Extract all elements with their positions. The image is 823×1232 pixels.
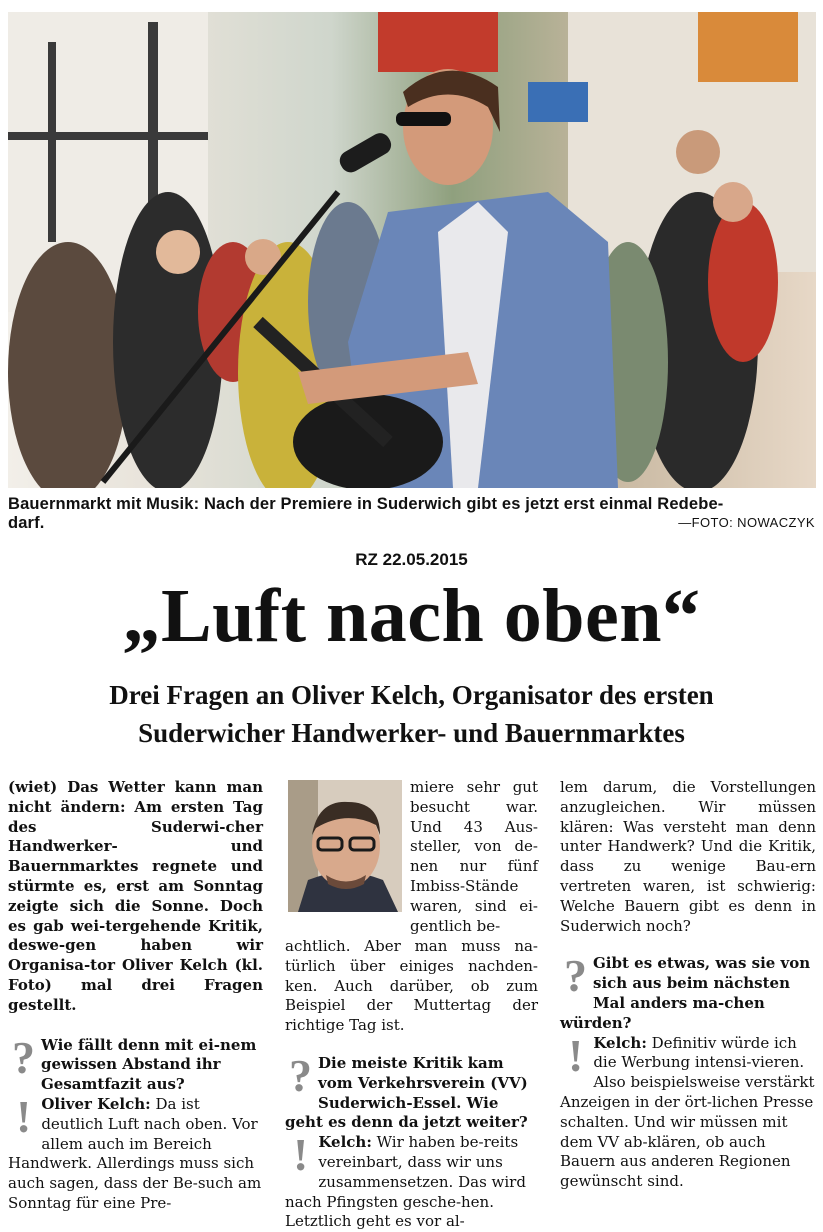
column-2 <box>285 937 538 1232</box>
main-photo <box>8 12 816 488</box>
photo-credit: —FOTO: NOWACZYK <box>678 515 815 530</box>
answer-3-text: Definitiv würde ich die Werbung intensi-vieren. Also beispielsweise verstärkt Anzeigen in der ört-lichen Presse schalten. Und wir müssen mit dem VV ab-klären, ob auch Bauern aus anderen Regionen gewünscht sind. <box>560 1033 815 1191</box>
caption-text: Bauernmarkt mit Musik: Nach der Premiere in Suderwich gibt es jetzt erst einmal Redebe- darf. <box>8 495 724 532</box>
question-2 <box>285 1049 538 1133</box>
answer-2-speaker: Kelch: <box>318 1133 372 1152</box>
question-2-text: Die meiste Kritik kam vom Verkehrsverein (VV) Suderwich-Essel. Wie geht es denn da jetzt weiter? <box>285 1053 528 1132</box>
exclamation-mark-icon: ! <box>293 1129 309 1181</box>
subhead-line-1: Drei Fragen an Oliver Kelch, Organisator des ersten <box>109 680 714 710</box>
answer-2-text: Wir haben be-reits vereinbart, dass wir uns zusammensetzen. Das wird nach Pfingsten gesche-hen. Letztlich geht es vor al- <box>285 1133 526 1231</box>
source-line: RZ 22.05.2015 <box>355 550 468 569</box>
question-3 <box>560 950 816 1033</box>
answer-1-text: Da ist deutlich Luft nach oben. Vor allem auch im Bereich Handwerk. Allerdings muss sich auch sagen, dass der Be-such am Sonntag für eine Pre- <box>8 1094 262 1212</box>
intro-paragraph: (wiet) Das Wetter kann man nicht ändern: Am ersten Tag des Suderwi-cher Handwerker- und Bauernmarktes regnete und stürmte es, erst am Sonntag zeigte sich die Sonne. Doch es gab wei-tergehende Kritik, deswe-gen haben wir Organisa-tor Oliver Kelch (kl. Foto) mal drei Fragen gestellt. <box>8 778 263 1014</box>
question-1 <box>8 1031 263 1095</box>
column-2-body: achtlich. Aber man muss na-türlich über einiges nachden-ken. Auch darüber, ob zum Beispiel der Muttertag der richtige Tag ist. <box>285 937 538 1035</box>
answer-2 <box>285 1129 538 1232</box>
column-2-top-text: miere sehr gut besucht war. Und 43 Aus-steller, von de-nen nur fünf Imbiss-Stände waren, sind ei-gentlich be- <box>410 778 538 935</box>
subheadline <box>0 676 823 752</box>
answer-3-speaker: Kelch: <box>593 1033 647 1052</box>
column-3 <box>560 778 816 1192</box>
exclamation-mark-icon: ! <box>16 1090 32 1142</box>
question-mark-icon: ? <box>12 1031 35 1083</box>
question-mark-icon: ? <box>289 1049 312 1101</box>
headline: „Luft nach oben“ <box>122 574 701 658</box>
exclamation-mark-icon: ! <box>568 1029 584 1081</box>
answer-1 <box>8 1090 263 1214</box>
column-2-top <box>410 778 538 936</box>
column-3-top: lem darum, die Vorstellungen anzugleichen. Wir müssen klären: Was versteht man denn unter Handwerk? Und die Kritik, dass zu wenige Bau-ern vertreten waren, ist schwierig: Welche Bauern gibt es denn in Suderwich noch? <box>560 778 816 935</box>
question-mark-icon: ? <box>564 950 587 1002</box>
question-3-text: Gibt es etwas, was sie von sich aus beim nächsten Mal anders ma-chen würden? <box>560 954 811 1032</box>
column-1 <box>8 778 263 1214</box>
answer-1-speaker: Oliver Kelch: <box>41 1094 151 1113</box>
subhead-line-2: Suderwicher Handwerker- und Bauernmarktes <box>138 718 685 748</box>
question-1-text: Wie fällt denn mit ei-nem gewissen Abstand ihr Gesamtfazit aus? <box>41 1035 257 1094</box>
answer-3 <box>560 1029 816 1192</box>
portrait-photo-oliver-kelch <box>288 780 402 912</box>
